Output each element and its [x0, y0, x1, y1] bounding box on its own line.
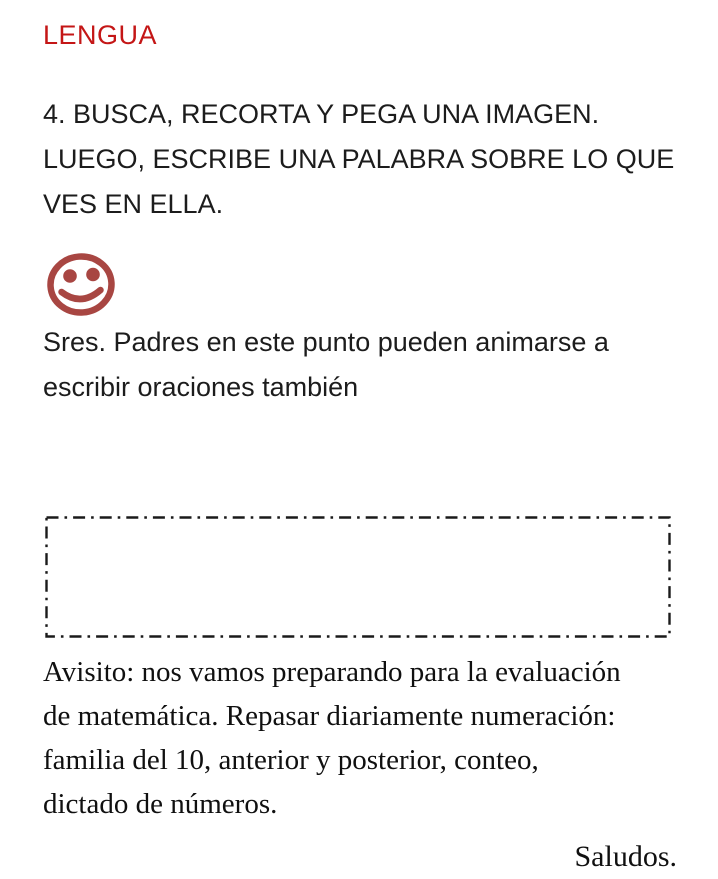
math-review-notice [43, 650, 621, 826]
image-paste-placeholder-box [45, 516, 671, 639]
task-line-1: 4. BUSCA, RECORTA Y PEGA UNA IMAGEN. [43, 99, 600, 129]
parents-note-line-2: escribir oraciones también [43, 372, 359, 402]
notice-line-3: familia del 10, anterior y posterior, conteo, [43, 744, 539, 776]
smiley-face-svg [45, 251, 117, 318]
task-line-3: VES EN ELLA. [43, 189, 224, 219]
dash-dot-border [45, 516, 671, 639]
smiley-right-eye [86, 268, 100, 282]
notice-line-2: de matemática. Repasar diariamente numeración: [43, 700, 616, 732]
notice-line-4: dictado de números. [43, 788, 278, 820]
task-paragraph [43, 92, 674, 227]
paste-box-rect [47, 518, 670, 637]
subject-title: LENGUA [43, 20, 158, 50]
parents-note-paragraph [43, 320, 609, 410]
task-line-2: LUEGO, ESCRIBE UNA PALABRA SOBRE LO QUE [43, 144, 675, 174]
smiley-mouth [62, 290, 101, 299]
smiley-face-icon [45, 251, 117, 318]
notice-line-1: Avisito: nos vamos preparando para la evaluación [43, 656, 621, 688]
smiley-left-eye [63, 269, 77, 283]
parents-note-line-1: Sres. Padres en este punto pueden animarse a [43, 327, 609, 357]
smiley-outline [49, 254, 114, 314]
closing-salutation: Saludos. [574, 840, 677, 873]
